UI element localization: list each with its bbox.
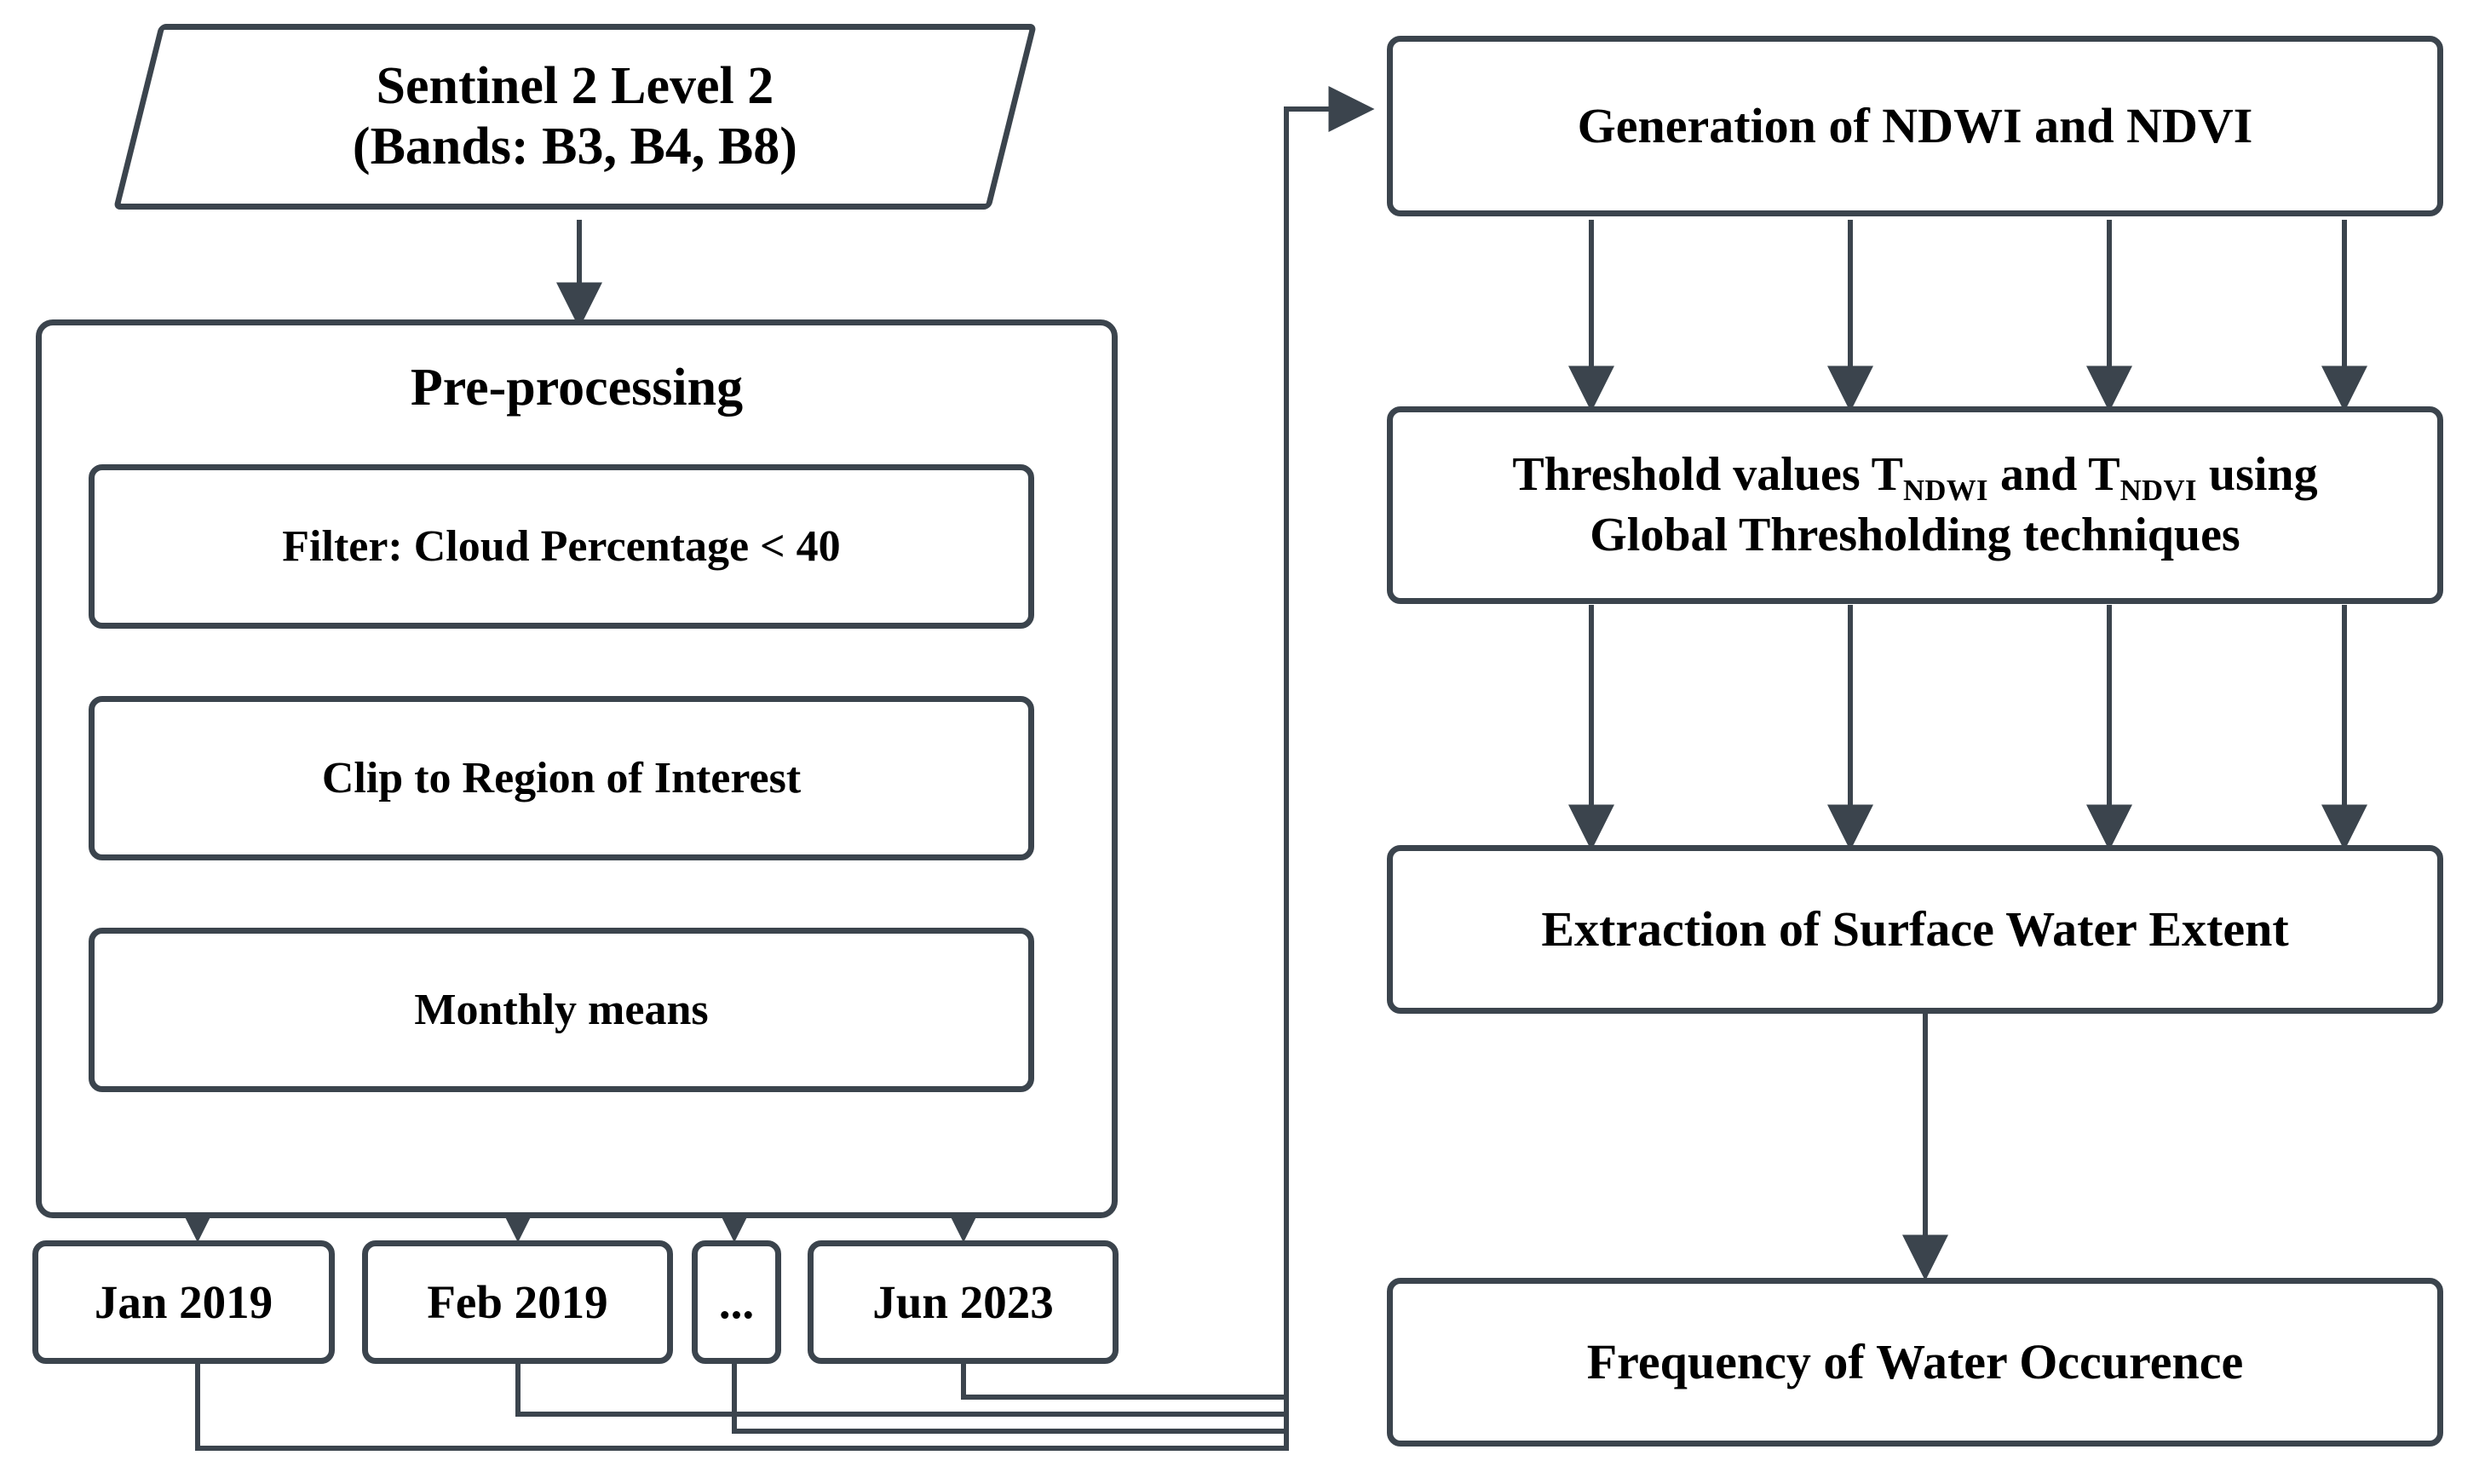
threshold-label — [1512, 447, 2317, 563]
node-frequency-water-occurence — [1387, 1278, 2443, 1447]
clip-region-label: Clip to Region of Interest — [321, 753, 802, 802]
threshold-prefix: Threshold values T — [1512, 448, 1903, 502]
month-jan-label: Jan 2019 — [94, 1275, 273, 1328]
node-sentinel-source — [113, 24, 1037, 210]
month-ellipsis-label: ... — [718, 1275, 755, 1328]
node-threshold-values — [1387, 406, 2443, 604]
node-month-feb-2019 — [362, 1240, 673, 1364]
threshold-sub-ndwi: NDWI — [1902, 474, 1988, 508]
threshold-middle: and T — [1987, 448, 2120, 502]
connector-months-bus-ellipsis — [734, 1364, 1286, 1431]
filter-cloud-label: Filter: Cloud Percentage < 40 — [282, 521, 841, 571]
connector-months-bus-jun — [963, 1364, 1286, 1397]
sentinel-line-2: (Bands: B3, B4, B8) — [353, 118, 797, 175]
frequency-label: Frequency of Water Occurence — [1586, 1333, 2244, 1389]
node-month-ellipsis — [692, 1240, 781, 1364]
preprocessing-title: Pre-processing — [410, 359, 744, 417]
month-feb-label: Feb 2019 — [427, 1275, 608, 1328]
node-month-jun-2023 — [808, 1240, 1119, 1364]
threshold-suffix: using — [2196, 448, 2318, 502]
month-jun-label: Jun 2023 — [872, 1275, 1054, 1328]
generation-label: Generation of NDWI and NDVI — [1577, 97, 2253, 153]
node-month-jan-2019 — [32, 1240, 335, 1364]
extraction-label: Extraction of Surface Water Extent — [1541, 900, 2289, 957]
node-monthly-means — [89, 928, 1034, 1092]
node-clip-region-of-interest — [89, 696, 1034, 860]
threshold-sub-ndvi: NDVI — [2120, 474, 2197, 508]
node-extraction-surface-water — [1387, 845, 2443, 1014]
node-filter-cloud-percentage — [89, 464, 1034, 629]
threshold-line-2: Global Thresholding techniques — [1590, 509, 2240, 562]
connector-months-bus-feb — [518, 1364, 1286, 1414]
monthly-means-label: Monthly means — [414, 985, 709, 1034]
node-generation-ndwi-ndvi — [1387, 36, 2443, 216]
sentinel-line-1: Sentinel 2 Level 2 — [376, 56, 774, 115]
